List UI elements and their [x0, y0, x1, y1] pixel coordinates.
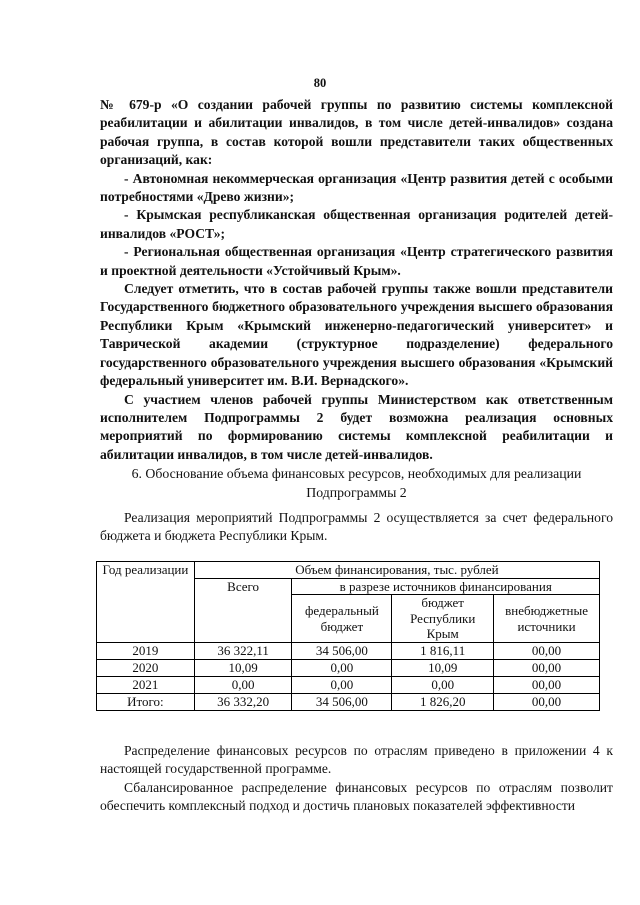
cell-total: 36 322,11 — [194, 642, 292, 659]
section-heading — [100, 464, 613, 502]
cell-year: 2020 — [97, 659, 195, 676]
paragraph-order-ref: № 679-р «О создании рабочей группы по развитию системы комплексной реабилитации и абилитации инвалидов, в том числе детей-инвалидов» создана рабочая группа, в состав которой вошли представители таких общественных организаций, как: — [100, 97, 613, 168]
section-heading-line-1: 6. Обоснование объема финансовых ресурсов, необходимых для реализации — [131, 466, 582, 481]
cell-republic: 1 816,11 — [392, 642, 494, 659]
table-total-row — [97, 693, 600, 710]
paragraph-balanced: Сбалансированное распределение финансовых ресурсов по отраслям позволит обеспечить комплексный подход и достичь плановых показателей эффективности — [100, 779, 613, 814]
header-year: Год реализации — [97, 562, 195, 643]
paragraph-org-1: - Автономная некоммерческая организация «Центр развития детей с особыми потребностями «Древо жизни»; — [100, 170, 613, 205]
funding-paragraph: Реализация мероприятий Подпрограммы 2 осуществляется за счет федерального бюджета и бюджета Республики Крым. — [100, 510, 613, 544]
cell-federal: 34 506,00 — [292, 693, 392, 710]
cell-extra: 00,00 — [494, 642, 600, 659]
table-row — [97, 659, 600, 676]
page-number: 80 — [313, 76, 327, 90]
cell-total: 0,00 — [194, 676, 292, 693]
paragraph-ministry: С участием членов рабочей группы Министерством как ответственным исполнителем Подпрограммы 2 будет возможна реализация основных мероприятий по формированию системы комплексной реабилитации и абилитации инвалидов, в том числе детей-инвалидов. — [100, 391, 613, 462]
header-extra: внебюджетные источники — [494, 595, 600, 643]
section-heading-line-2: Подпрограммы 2 — [306, 485, 407, 500]
paragraph-org-3: - Региональная общественная организация «Центр стратегического развития и проектной деятельности «Устойчивый Крым». — [100, 244, 613, 278]
cell-federal: 0,00 — [292, 676, 392, 693]
cell-republic: 10,09 — [392, 659, 494, 676]
body-text — [100, 96, 613, 464]
cell-year: 2021 — [97, 676, 195, 693]
cell-year: 2019 — [97, 642, 195, 659]
header-total: Всего — [194, 578, 292, 642]
cell-republic: 0,00 — [392, 676, 494, 693]
cell-total: 36 332,20 — [194, 693, 292, 710]
funding-table — [96, 561, 600, 711]
header-volume: Объем финансирования, тыс. рублей — [194, 562, 599, 579]
paragraph-universities: Следует отметить, что в состав рабочей группы также вошли представители Государственного бюджетного образовательного учреждения высшего образования Республики Крым «Крымский инженерно-педагогический университет» и Таврической академии (структурное подразделение) федерального государственного образовательного учреждения высшего образования «Крымский федеральный университет им. В.И. Вернадского». — [100, 281, 613, 389]
paragraph-appendix: Распределение финансовых ресурсов по отраслям приведено в приложении 4 к настоящей государственной программе. — [100, 743, 613, 777]
table-header-row-1 — [97, 562, 600, 579]
cell-extra: 00,00 — [494, 693, 600, 710]
cell-extra: 00,00 — [494, 676, 600, 693]
cell-total: 10,09 — [194, 659, 292, 676]
header-sources: в разрезе источников финансирования — [292, 578, 600, 595]
cell-republic: 1 826,20 — [392, 693, 494, 710]
table-row — [97, 676, 600, 693]
header-federal: федеральный бюджет — [292, 595, 392, 643]
cell-extra: 00,00 — [494, 659, 600, 676]
cell-federal: 0,00 — [292, 659, 392, 676]
funding-paragraph-block — [100, 509, 613, 546]
closing-text — [100, 742, 613, 816]
cell-federal: 34 506,00 — [292, 642, 392, 659]
header-republic: бюджет Республики Крым — [392, 595, 494, 643]
paragraph-org-2: - Крымская республиканская общественная организация родителей детей-инвалидов «РОСТ»; — [100, 207, 613, 241]
table-row — [97, 642, 600, 659]
cell-year: Итого: — [97, 693, 195, 710]
